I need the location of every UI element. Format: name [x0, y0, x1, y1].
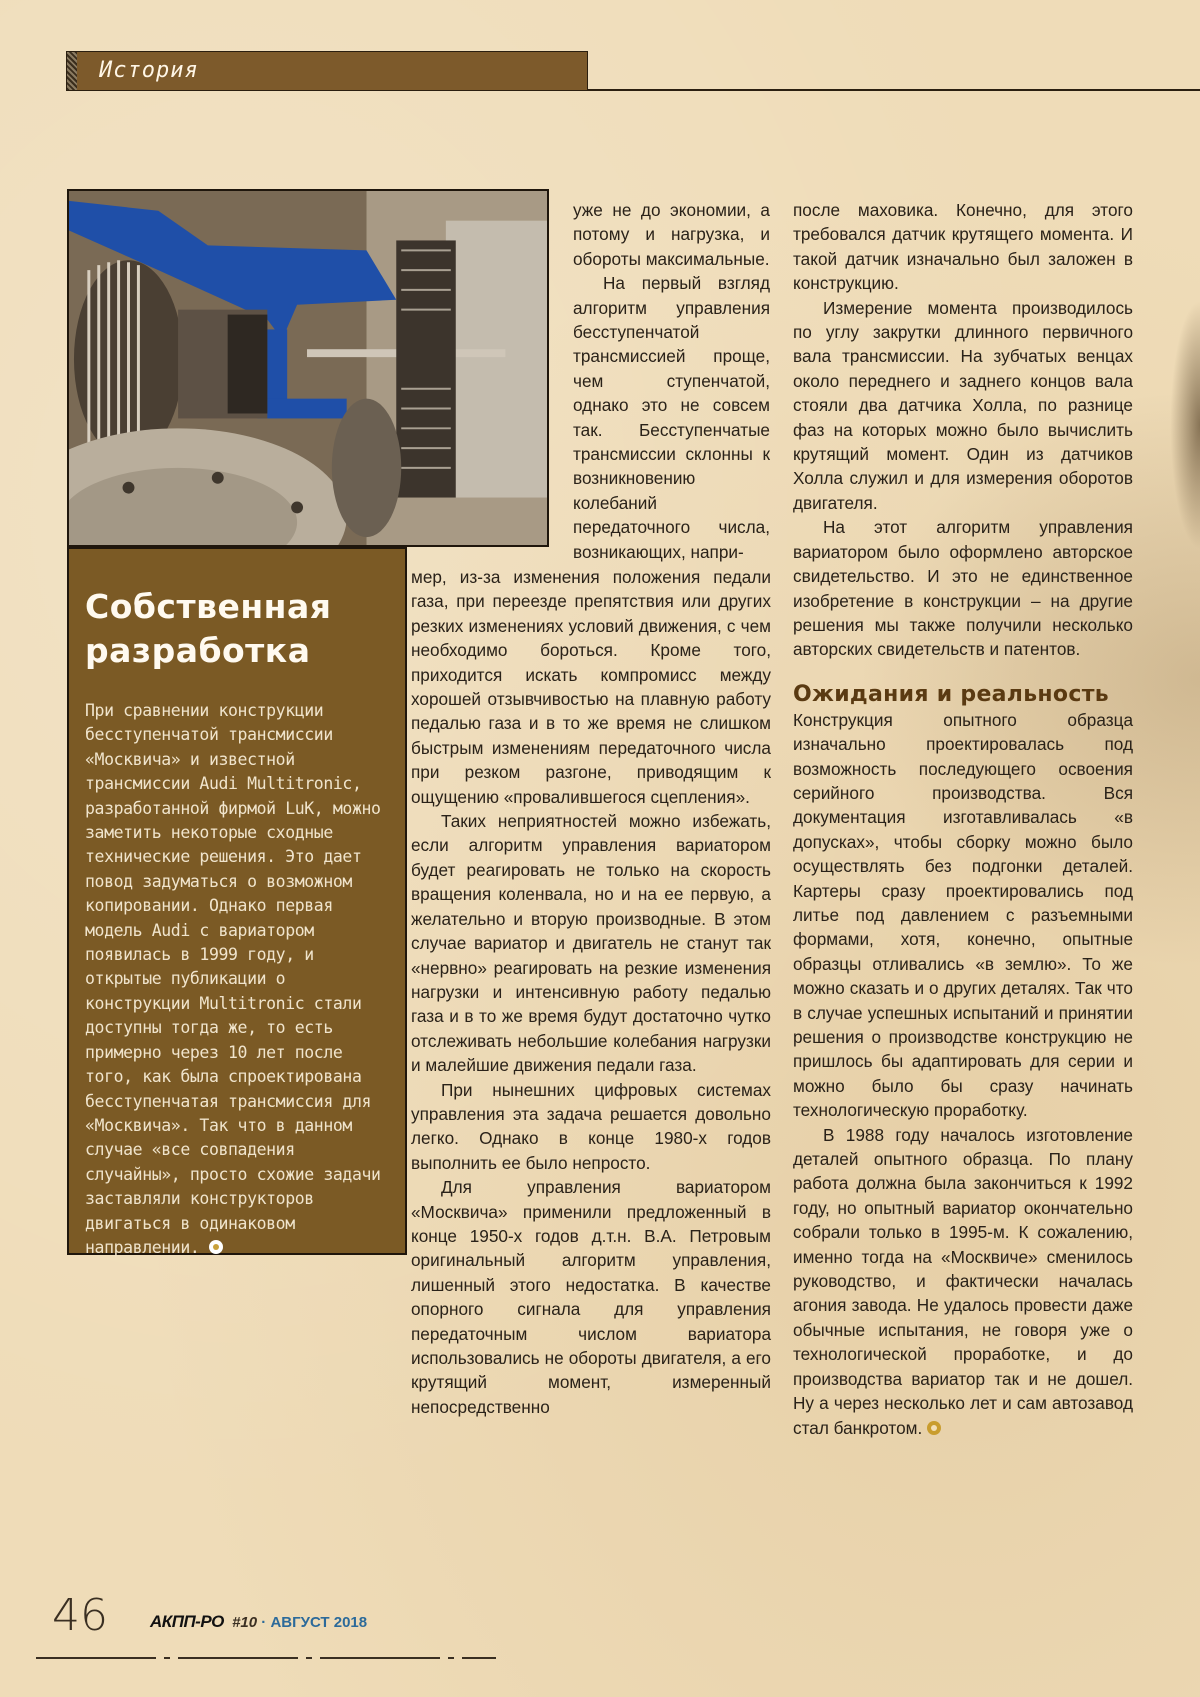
subheading: Ожидания и реальность	[793, 681, 1109, 707]
magazine-footer	[150, 1612, 367, 1632]
paragraph: Измерение момента производилось по углу закрутки длинного первичного вала трансмиссии. На зубчатых венцах около переднего и заднего концов вала стояли два датчика Холла, по разнице фаз на которых можно было вычислить крутящий момент. Один из датчиков Холла служил и для измерения оборотов двигателя.	[793, 297, 1133, 513]
hatch-decoration	[67, 52, 77, 90]
sidebar-box	[67, 547, 407, 1255]
article-column-mid-top	[573, 198, 770, 564]
footer-rule	[36, 1657, 496, 1659]
section-title: История	[99, 58, 199, 83]
issue-number: #10	[232, 1614, 258, 1631]
gear-end-icon	[209, 1240, 223, 1254]
header-rule	[588, 89, 1200, 91]
paragraph: На первый взгляд алгоритм управления бесступенчатой трансмиссией проще, чем ступенчатой, однако это не совсем так. Бесступенчатые трансмиссии склонны к возникновению колебаний передаточного числа, возникающих, напри-	[573, 273, 770, 562]
paragraph: после маховика. Конечно, для этого требовался датчик крутящего момента. И такой датчик изначально был заложен в конструкцию.	[793, 200, 1133, 294]
transmission-photo-illustration	[69, 191, 547, 545]
magazine-logo: АКПП-РО	[150, 1612, 224, 1631]
issue-date: АВГУСТ 2018	[270, 1614, 368, 1631]
sidebar-text	[85, 699, 391, 1260]
gear-end-icon	[927, 1421, 941, 1435]
paragraph-final-text: В 1988 году началось изготовление деталей опытного образца. По плану работа должна была закончиться к 1992 году, но опытный вариатор окончательно собрали только в 1995-м. К сожалению, именно тогда на «Москвиче» сменилось руководство, и фактически началась агония завода. Не удалось провести даже обычные испытания, не говоря уже о технологической проработке, и до производства вариатор так и не дошел. Ну а через несколько лет и сам автозавод стал банкротом.	[793, 1124, 1133, 1438]
paragraph: уже не до экономии, а потому и нагрузка, и обороты максимальные.	[573, 200, 770, 269]
paragraph-final	[793, 1123, 1133, 1440]
sidebar-title-line2: разработка	[85, 631, 311, 670]
section-header-band	[66, 51, 588, 91]
transmission-photo	[67, 189, 549, 547]
paragraph: При нынешних цифровых системах управления эта задача решается довольно легко. Однако в конце 1980-х годов выполнить ее было непросто.	[411, 1079, 771, 1173]
sidebar-title-line1: Собственная	[85, 587, 332, 626]
paragraph: Таких неприятностей можно избежать, если алгоритм управления вариатором будет реагировать не только на скорость вращения коленвала, но и на ее первую, а желательно и вторую производные. В этом случае вариатор и двигатель не станут так «нервно» реагировать на резкие изменения нагрузки и интенсивную работу педалью газа и в то же время будут достаточно чутко отслеживать небольшие колебания нагрузки и малейшие движения педали газа.	[411, 811, 771, 1076]
article-column-mid-bottom	[411, 565, 771, 1419]
page-number: 46	[52, 1590, 108, 1641]
sidebar-body: При сравнении конструкции бесступенчатой трансмиссии «Москвича» и известной трансмиссии Audi Multitronic, разработанной фирмой LuK, можно заметить некоторые сходные технические решения. Это дает повод задуматься о возможном копировании. Однако первая модель Audi с вариатором появилась в 1999 году, и открытые публикации о конструкции Multitronic стали доступны тогда же, то есть примерно через 10 лет после того, как была спроектирована бесступенчатая трансмиссия для «Москвича». Так что в данном случае «все совпадения случайны», просто схожие задачи заставляли конструкторов двигаться в одинаковом направлении.	[85, 701, 381, 1257]
paragraph: На этот алгоритм управления вариатором было оформлено авторское свидетельство. И это не единственное изобретение в конструкции – на другие решения мы также получили несколько авторских свидетельств и патентов.	[793, 517, 1133, 660]
sidebar-title	[85, 585, 391, 673]
article-column-right	[793, 198, 1133, 1440]
page-edge-decoration	[1170, 300, 1200, 550]
paragraph: Для управления вариатором «Москвича» применили предложенный в конце 1950-х годов д.т.н. В.А. Петровым оригинальный алгоритм управления, лишенный этого недостатка. В качестве опорного сигнала для управления передаточным числом вариатора использовались не обороты двигателя, а его крутящий момент, измеренный непосредственно	[411, 1177, 771, 1417]
paragraph: мер, из-за изменения положения педали газа, при переезде препятствия или других резких изменениях условий движения, с чем необходимо бороться. Кроме того, приходится искать компромисс между хорошей отзывчивостью на плавную работу педалью газа и в то же время не слишком быстрым изменениям передаточного числа при резком разгоне, приводящим к ощущению «провалившегося сцепления».	[411, 567, 771, 807]
footer-separator: ·	[261, 1614, 267, 1631]
paragraph: Конструкция опытного образца изначально проектировалась под возможность последующего освоения серийного производства. Вся документация изготавливалась «в допусках», чтобы сборку можно было осуществлять без подгонки деталей. Картеры сразу проектировались под литье под давлением с разъемными формами, хотя, конечно, опытные образцы отливались «в землю». То же можно сказать и о других деталях. Так что в случае успешных испытаний и принятии решения о производстве конструкцию не пришлось бы адаптировать для серии и можно было бы сразу начинать технологическую проработку.	[793, 709, 1133, 1121]
